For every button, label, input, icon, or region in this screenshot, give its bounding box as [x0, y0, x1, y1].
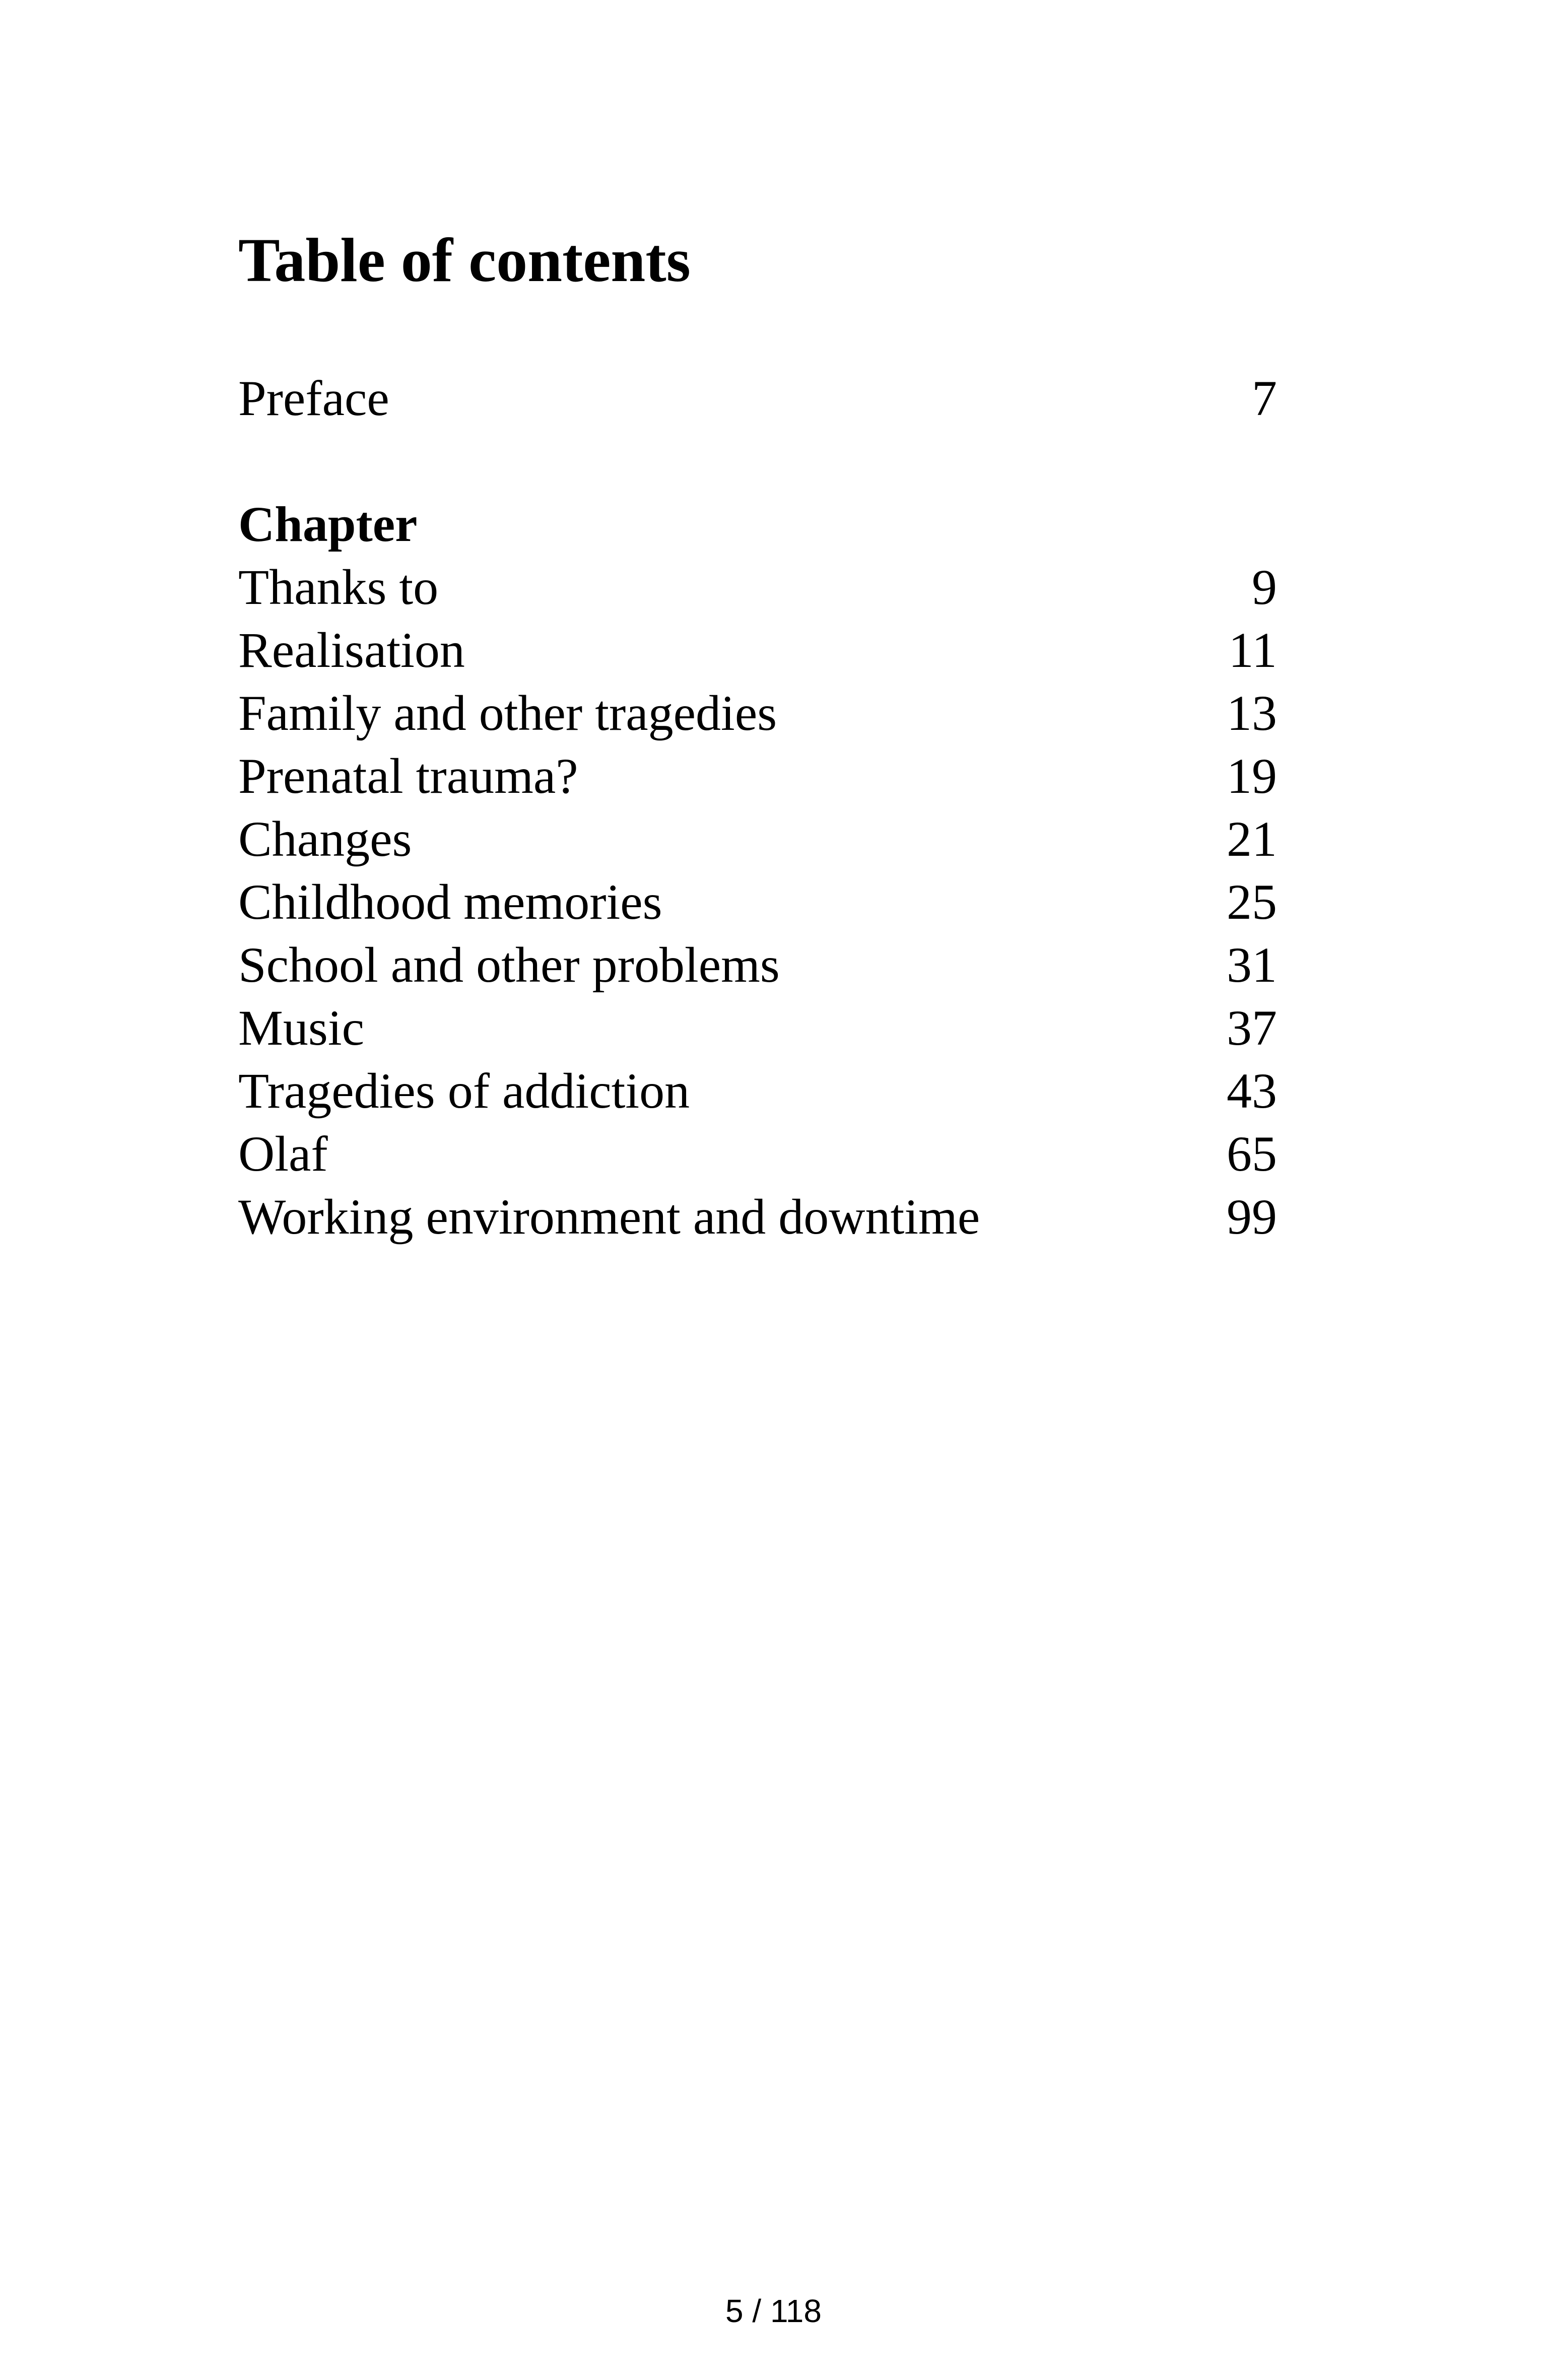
toc-entry-label: Childhood memories: [238, 874, 662, 930]
toc-entry-page-number: 11: [1228, 622, 1277, 678]
toc-entry-page-number: 7: [1252, 370, 1277, 426]
toc-entry-page-number: 25: [1227, 874, 1277, 930]
toc-entry-label: Music: [238, 1000, 364, 1056]
toc-entry-chapter[interactable]: [238, 1185, 1277, 1248]
toc-entry-label: School and other problems: [238, 937, 780, 993]
toc-entry-page-number: 99: [1227, 1189, 1277, 1245]
page-title: Table of contents: [238, 226, 691, 295]
toc-entry-label: Realisation: [238, 622, 465, 678]
toc-entry-chapter[interactable]: [238, 619, 1277, 682]
toc-entry-page-number: 37: [1227, 1000, 1277, 1056]
toc-entry-chapter[interactable]: [238, 933, 1277, 996]
toc-entry-label: Prenatal trauma?: [238, 748, 578, 804]
toc-entry-page-number: 9: [1252, 559, 1277, 615]
toc-entry-chapter[interactable]: [238, 744, 1277, 807]
toc-entry-chapter[interactable]: [238, 556, 1277, 619]
page-indicator: 5 / 118: [725, 2293, 822, 2329]
toc-entry-page-number: 19: [1227, 748, 1277, 804]
toc-entry-chapter[interactable]: [238, 1059, 1277, 1122]
toc-entry-page-number: 31: [1227, 937, 1277, 993]
toc-entry-page-number: 43: [1227, 1063, 1277, 1119]
toc-entry-label: Working environment and downtime: [238, 1189, 980, 1245]
toc-entry-label: Changes: [238, 811, 412, 867]
toc-entry-chapter[interactable]: [238, 1122, 1277, 1185]
toc-entry-chapter[interactable]: [238, 996, 1277, 1059]
toc-entry-label: Family and other tragedies: [238, 685, 777, 741]
toc-entry-label: Preface: [238, 370, 389, 426]
toc-entry-preface[interactable]: [238, 367, 1277, 430]
toc-entry-page-number: 13: [1227, 685, 1277, 741]
toc-entry-chapter[interactable]: [238, 682, 1277, 744]
toc-entry-page-number: 21: [1227, 811, 1277, 867]
chapter-heading: Chapter: [238, 496, 418, 552]
toc-entry-chapter[interactable]: [238, 807, 1277, 870]
toc-entry-label: Thanks to: [238, 559, 439, 615]
toc-entry-label: Olaf: [238, 1126, 328, 1182]
toc-entry-page-number: 65: [1227, 1126, 1277, 1182]
toc-entry-chapter[interactable]: [238, 870, 1277, 933]
toc-entry-label: Tragedies of addiction: [238, 1063, 690, 1119]
